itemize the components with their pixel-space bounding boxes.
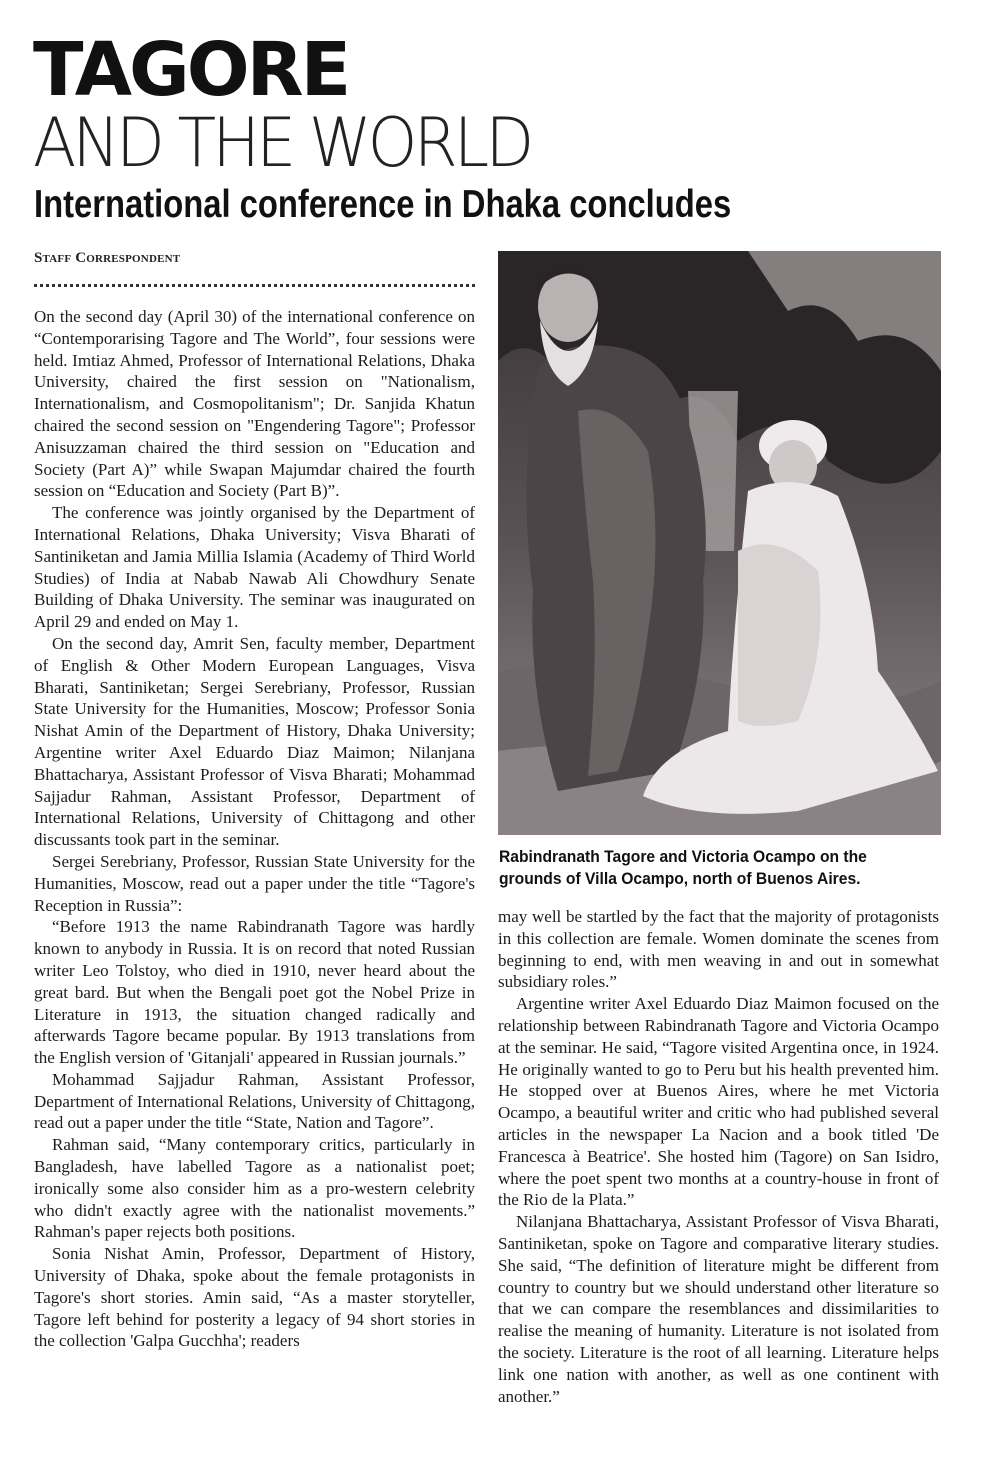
article-paragraph: Argentine writer Axel Eduardo Diaz Maimon focused on the relationship between Rabindranath Tagore and Victoria Ocampo at the seminar. He said, “Tagore visited Argentina once, in 1924. He originally wanted to go to Peru but his health prevented him. He stopped over at Buenos Aires, where he met Victoria Ocampo, a beautiful writer and critic who had published several articles in the newspaper La Nacion and a book titled 'De Francesca à Beatrice'. She hosted him (Tagore) on San Isidro, where the poet spent two months at a country-house in front of the Rio de la Plata.” <box>498 994 939 1210</box>
article-paragraph: Nilanjana Bhattacharya, Assistant Professor of Visva Bharati, Santiniketan, spoke on Tagore and comparative literary studies. She said, “The definition of literature might be different from country to country but we should understand other literature so that we can compare the resemblances and dissimilarities to realise the meaning of humanity. Literature is not isolated from the society. Literature is the root of all learning. Literature helps link one nation with another, as well as one continent with another.” <box>498 1212 939 1406</box>
article-paragraph: Rahman said, “Many contemporary critics, particularly in Bangladesh, have labelled Tagore as a nationalist poet; ironically some also consider him as a pro-western celebrity who didn't exactly agree with the nationalist movements.” Rahman's paper rejects both positions. <box>34 1135 475 1242</box>
headline-subtitle: AND THE WORLD <box>33 104 531 183</box>
headline-deck: International conference in Dhaka concludes <box>34 183 732 226</box>
article-paragraph: “Before 1913 the name Rabindranath Tagore was hardly known to anybody in Russia. It is on record that noted Russian writer Leo Tolstoy, who died in 1910, never heard about the great bard. But when the Bengali poet got the Nobel Prize in Literature in 1913, the situation changed radically and afterwards Tagore became popular. By 1913 translations from the English version of 'Gitanjali' appeared in Russian journals.” <box>34 917 475 1068</box>
byline: Staff Correspondent <box>34 250 181 266</box>
article-paragraph: On the second day (April 30) of the international conference on “Contemporarising Tagore and The World”, four sessions were held. Imtiaz Ahmed, Professor of International Relations, Dhaka University, chaired the first session on "Nationalism, Internationalism, and Cosmopolitanism"; Dr. Sanjida Khatun chaired the second session on "Engendering Tagore"; Professor Anisuzzaman chaired the third session on "Education and Society (Part A)” while Swapan Majumdar chaired the fourth session on “Education and Society (Part B)”. <box>34 307 475 501</box>
article-photo <box>498 251 941 835</box>
byline-divider <box>34 284 475 287</box>
photo-illustration <box>498 251 941 835</box>
article-paragraph: may well be startled by the fact that the majority of protagonists in this collection are female. Women dominate the scenes from beginning to end, with men weaving in and out in somewhat subsidiary roles.” <box>498 907 939 992</box>
article-column-left <box>34 306 475 1352</box>
article-paragraph: The conference was jointly organised by the Department of International Relations, Dhaka University; Visva Bharati of Santiniketan and Jamia Millia Islamia (Academy of Third World Studies) of India at Nabab Nawab Ali Chowdhury Senate Building of Dhaka University. The seminar was inaugurated on April 29 and ended on May 1. <box>34 503 475 632</box>
article-paragraph: Sonia Nishat Amin, Professor, Department of History, University of Dhaka, spoke about the female protagonists in Tagore's short stories. Amin said, “As a master storyteller, Tagore left behind for posterity a legacy of 94 short stories in the collection 'Galpa Gucchha'; readers <box>34 1244 475 1351</box>
article-paragraph: Mohammad Sajjadur Rahman, Assistant Professor, Department of International Relations, University of Chittagong, read out a paper under the title “State, Nation and Tagore”. <box>34 1069 475 1133</box>
article-paragraph: Sergei Serebriany, Professor, Russian State University for the Humanities, Moscow, read out a paper under the title “Tagore's Reception in Russia”: <box>34 851 475 915</box>
photo-caption: Rabindranath Tagore and Victoria Ocampo on the grounds of Villa Ocampo, north of Buenos Aires. <box>499 847 867 888</box>
headline-title: TAGORE <box>33 27 349 113</box>
article-paragraph: On the second day, Amrit Sen, faculty member, Department of English & Other Modern European Languages, Visva Bharati, Santiniketan; Sergei Serebriany, Professor, Russian State University for the Humanities, Moscow; Professor Sonia Nishat Amin of the Department of History, Dhaka University; Argentine writer Axel Eduardo Diaz Maimon; Nilanjana Bhattacharya, Assistant Professor of Visva Bharati; Mohammad Sajjadur Rahman, Assistant Professor, Department of International Relations, University of Chittagong and other discussants took part in the seminar. <box>34 633 475 850</box>
article-column-right <box>498 906 939 1407</box>
